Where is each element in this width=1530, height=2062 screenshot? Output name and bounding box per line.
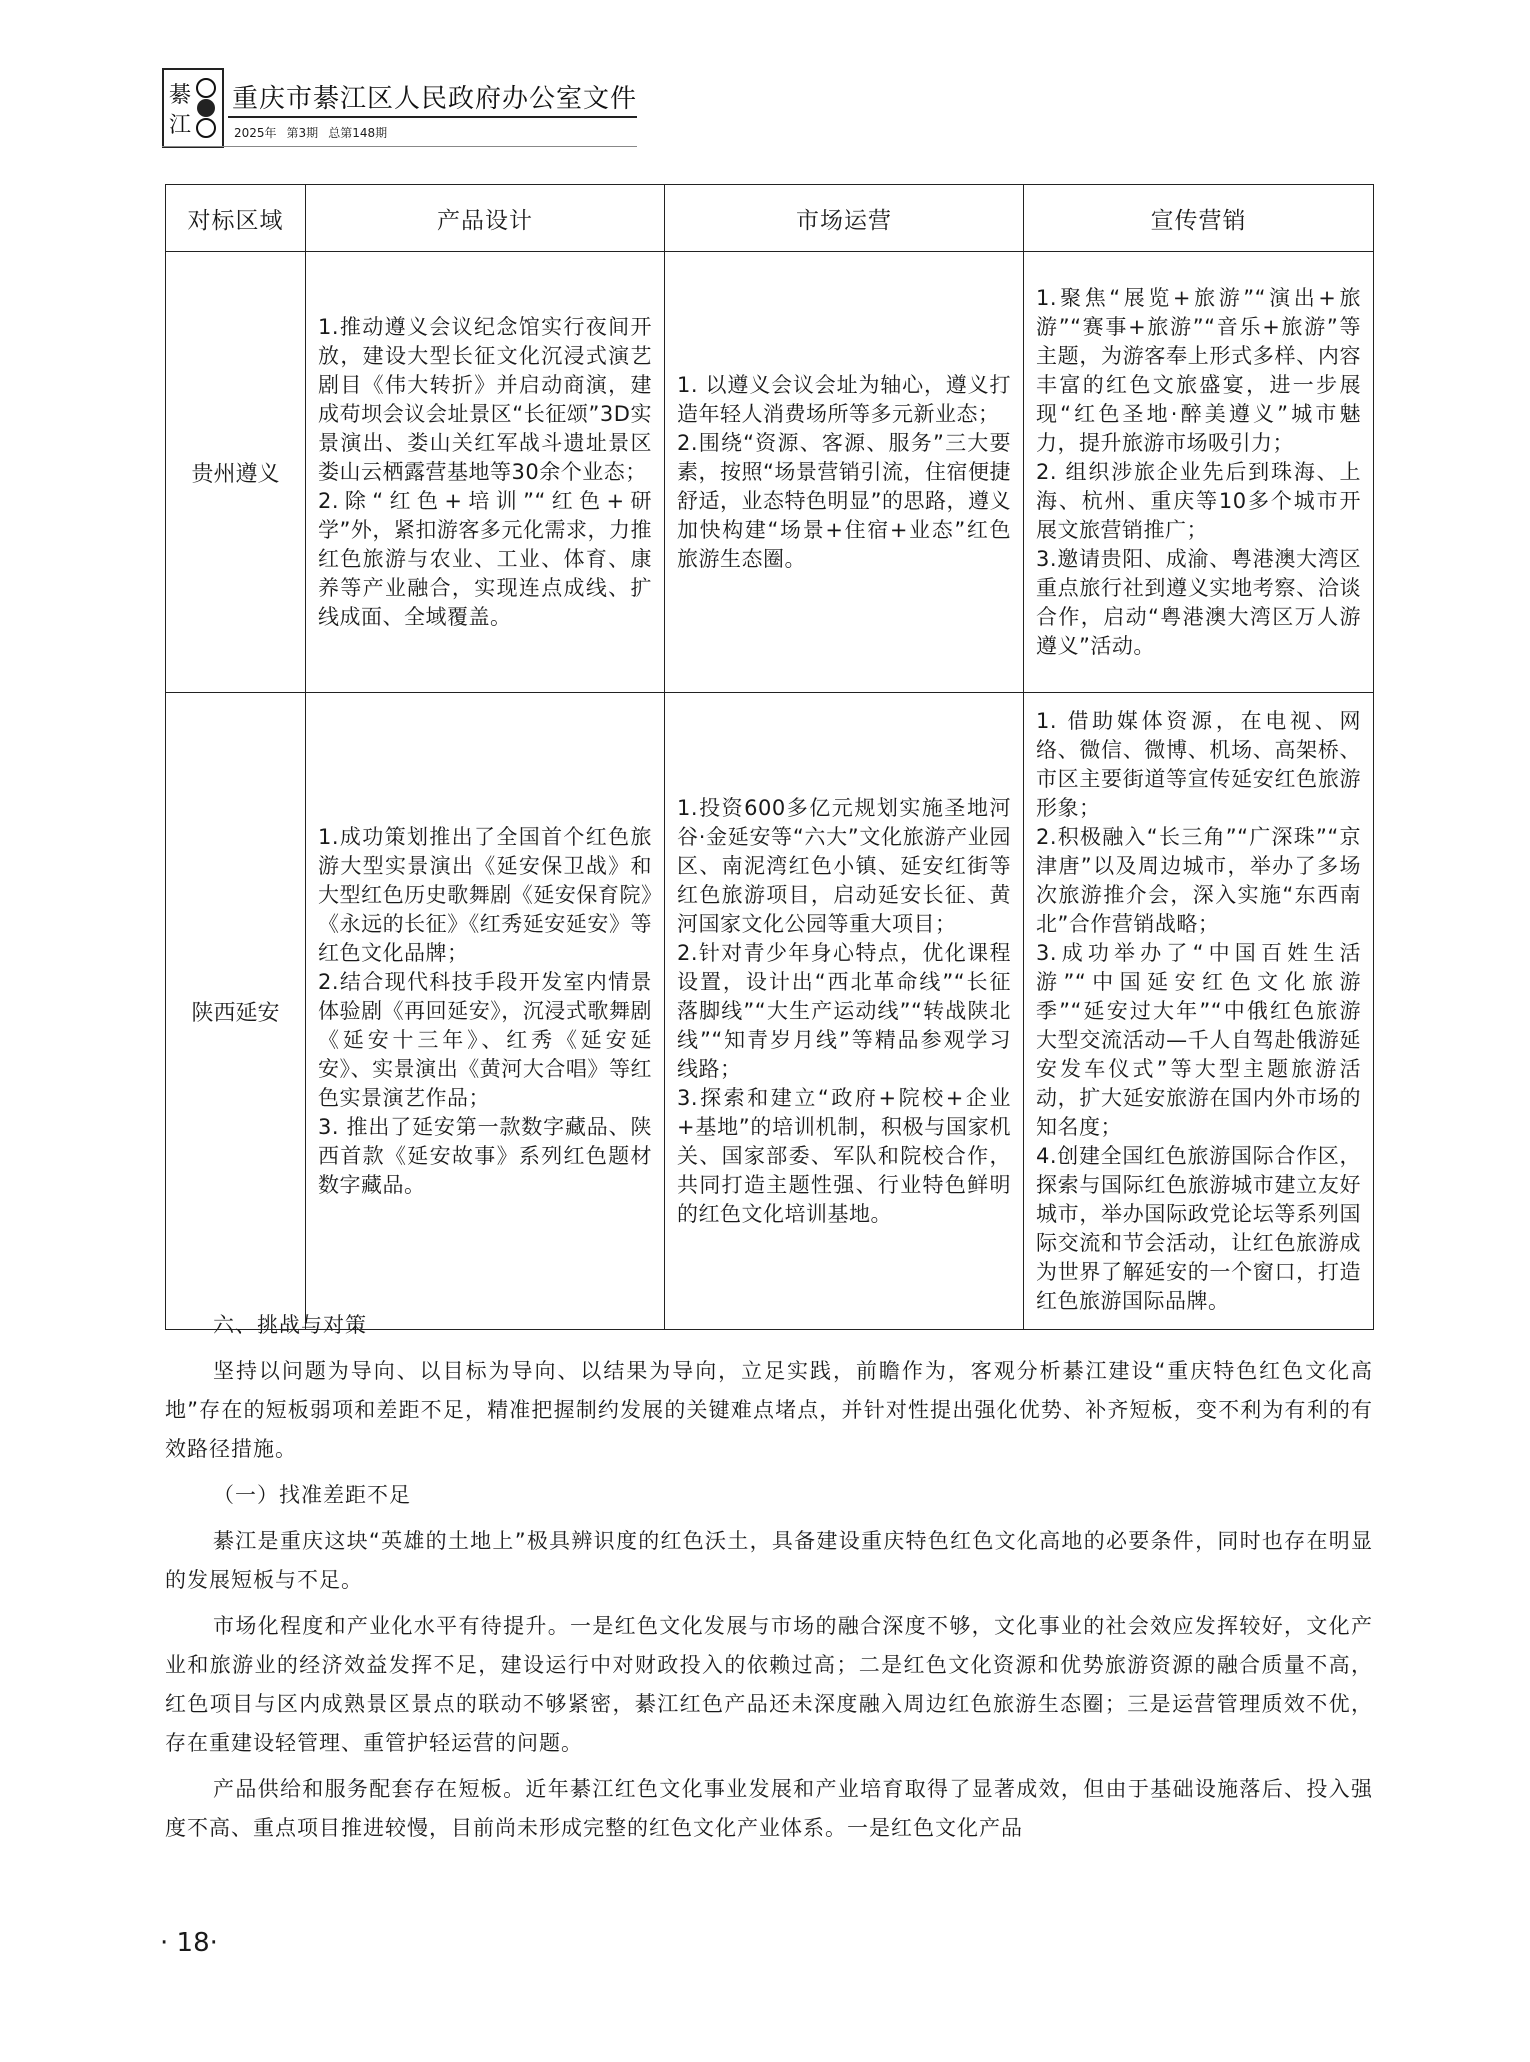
- product-cell: 1.成功策划推出了全国首个红色旅游大型实景演出《延安保卫战》和大型红色历史歌舞剧《延安保育院》《永远的长征》《红秀延安延安》等红色文化品牌； 2.结合现代科技手段开发室内情景体验剧《再回延安》，沉浸式歌舞剧《延安十三年》、红秀《延安延安》、实景演出《黄河大合唱》等红色实景演艺作品； 3. 推出了延安第一款数字藏品、陕西首款《延安故事》系列红色题材数字藏品。: [306, 693, 665, 1330]
- qijiang-logo: [162, 68, 224, 148]
- paragraph: 市场化程度和产业化水平有待提升。一是红色文化发展与市场的融合深度不够，文化事业的社会效应发挥较好，文化产业和旅游业的经济效益发挥不足，建设运行中对财政投入的依赖过高；二是红色文化资源和优势旅游资源的融合质量不高，红色项目与区内成熟景区景点的联动不够紧密，綦江红色产品还未深度融入周边红色旅游生态圈；三是运营管理质效不优，存在重建设轻管理、重管护轻运营的问题。: [165, 1614, 1373, 1755]
- column-header-region: 对标区域: [166, 185, 306, 252]
- table-row: [166, 252, 1374, 693]
- svg-text:綦: 綦: [168, 83, 192, 108]
- column-header-product: 产品设计: [306, 185, 665, 252]
- table-header-row: [166, 185, 1374, 252]
- header-rule: [228, 116, 637, 118]
- document-header: [162, 68, 637, 148]
- issue-info: [234, 124, 397, 141]
- column-header-market: 市场运营: [665, 185, 1024, 252]
- benchmark-table: [165, 184, 1374, 1330]
- issue-number: 第3期: [286, 126, 319, 140]
- market-cell: 1.投资600多亿元规划实施圣地河谷·金延安等“六大”文化旅游产业园区、南泥湾红色小镇、延安红街等红色旅游项目，启动延安长征、黄河国家文化公园等重大项目； 2.针对青少年身心特点，优化课程设置，设计出“西北革命线”“长征落脚线”“大生产运动线”“转战陕北线”“知青岁月线”等精品参观学习线路； 3.探索和建立“政府+院校+企业+基地”的培训机制，积极与国家机关、国家部委、军队和院校合作，共同打造主题性强、行业特色鲜明的红色文化培训基地。: [665, 693, 1024, 1330]
- paragraph: 坚持以问题为导向、以目标为导向、以结果为导向，立足实践，前瞻作为，客观分析綦江建设“重庆特色红色文化高地”存在的短板弱项和差距不足，精准把握制约发展的关键难点堵点，并针对性提出强化优势、补齐短板，变不利为有利的有效路径措施。: [165, 1359, 1373, 1461]
- header-divider: [162, 146, 637, 147]
- svg-text:江: 江: [168, 113, 192, 138]
- paragraph: 产品供给和服务配套存在短板。近年綦江红色文化事业发展和产业培育取得了显著成效，但由于基础设施落后、投入强度不高、重点项目推进较慢，目前尚未形成完整的红色文化产业体系。一是红色文化产品: [165, 1777, 1373, 1840]
- issue-year: 2025年: [234, 126, 277, 140]
- table-row: [166, 693, 1374, 1330]
- issue-total: 总第148期: [328, 126, 388, 140]
- column-header-promo: 宣传营销: [1024, 185, 1374, 252]
- region-cell: 贵州遵义: [166, 252, 306, 693]
- body-text: [165, 1306, 1373, 1855]
- page-number: · 18·: [160, 1928, 218, 1958]
- product-cell: 1.推动遵义会议纪念馆实行夜间开放，建设大型长征文化沉浸式演艺剧目《伟大转折》并启动商演，建成苟坝会议会址景区“长征颂”3D实景演出、娄山关红军战斗遗址景区娄山云栖露营基地等30余个业态； 2.除“红色+培训”“红色+研学”外，紧扣游客多元化需求，力推红色旅游与农业、工业、体育、康养等产业融合，实现连点成线、扩线成面、全域覆盖。: [306, 252, 665, 693]
- sub-heading: （一）找准差距不足: [213, 1483, 411, 1507]
- header-title: 重庆市綦江区人民政府办公室文件: [232, 84, 638, 114]
- market-cell: 1. 以遵义会议会址为轴心，遵义打造年轻人消费场所等多元新业态； 2.围绕“资源、客源、服务”三大要素，按照“场景营销引流，住宿便捷舒适，业态特色明显”的思路，遵义加快构建“场景+住宿+业态”红色旅游生态圈。: [665, 252, 1024, 693]
- promo-cell: 1. 借助媒体资源，在电视、网络、微信、微博、机场、高架桥、市区主要街道等宣传延安红色旅游形象； 2.积极融入“长三角”“广深珠”“京津唐”以及周边城市，举办了多场次旅游推介会，深入实施“东西南北”合作营销战略； 3.成功举办了“中国百姓生活游”“中国延安红色文化旅游季”“延安过大年”“中俄红色旅游大型交流活动—千人自驾赴俄游延安发车仪式”等大型主题旅游活动，扩大延安旅游在国内外市场的知名度； 4.创建全国红色旅游国际合作区，探索与国际红色旅游城市建立友好城市，举办国际政党论坛等系列国际交流和节会活动，让红色旅游成为世界了解延安的一个窗口，打造红色旅游国际品牌。: [1024, 693, 1374, 1330]
- section-heading: 六、挑战与对策: [213, 1313, 367, 1337]
- paragraph: 綦江是重庆这块“英雄的土地上”极具辨识度的红色沃土，具备建设重庆特色红色文化高地的必要条件，同时也存在明显的发展短板与不足。: [165, 1529, 1373, 1592]
- region-cell: 陕西延安: [166, 693, 306, 1330]
- promo-cell: 1.聚焦“展览+旅游”“演出+旅游”“赛事+旅游”“音乐+旅游”等主题，为游客奉上形式多样、内容丰富的红色文旅盛宴，进一步展现“红色圣地·醉美遵义”城市魅力，提升旅游市场吸引力； 2. 组织涉旅企业先后到珠海、上海、杭州、重庆等10多个城市开展文旅营销推广； 3.邀请贵阳、成渝、粤港澳大湾区重点旅行社到遵义实地考察、洽谈合作，启动“粤港澳大湾区万人游遵义”活动。: [1024, 252, 1374, 693]
